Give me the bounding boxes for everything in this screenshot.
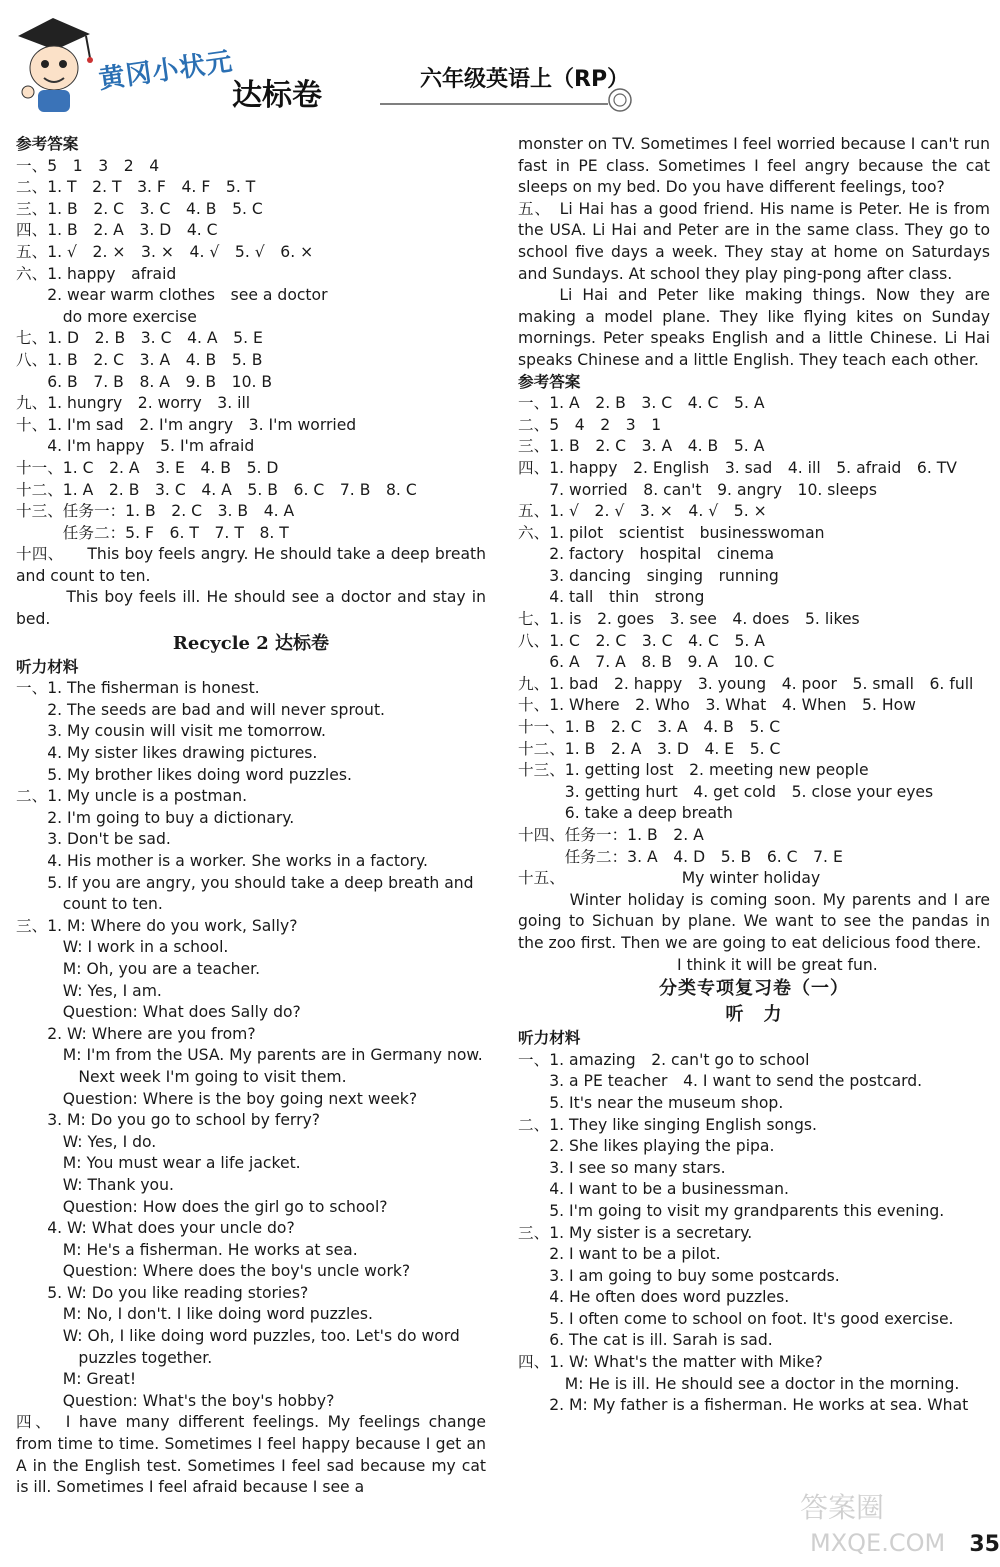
left-line-39: 2. W: Where are you from? [16, 1024, 256, 1043]
left-line-28: 二、1. My uncle is a postman. [16, 787, 248, 806]
left-line-53: W: Oh, I like doing word puzzles, too. Let's do word [16, 1327, 460, 1346]
right-line-43: 4. He often does word puzzles. [518, 1288, 790, 1307]
right-line-29: 分类专项复习卷（一） [659, 978, 849, 1000]
right-line-48: 2. M: My father is a fisherman. He works at sea. What [518, 1396, 969, 1415]
right-line-2: Li Hai and Peter like making things. Now they are making a model plane. They like flying kites on Sunday mornings. Peter speaks English and a little Chinese. Li Hai speaks Chinese and a little English. They teach each other. [518, 286, 990, 369]
left-line-0: 参考答案 [16, 135, 79, 153]
left-line-24: 2. The seeds are bad and will never sprout. [16, 700, 386, 719]
right-line-12: 3. dancing singing running [518, 566, 779, 585]
left-line-23: 一、1. The fisherman is honest. [16, 679, 260, 698]
right-line-7: 四、1. happy 2. English 3. sad 4. ill 5. afraid 6. TV [518, 458, 957, 477]
left-line-55: M: Great! [16, 1370, 137, 1389]
left-line-25: 3. My cousin will visit me tomorrow. [16, 722, 326, 741]
left-line-5: 五、1. √ 2. × 3. × 4. √ 5. √ 6. × [16, 242, 314, 261]
left-line-37: W: Yes, I am. [16, 981, 162, 1000]
right-line-28: I think it will be great fun. [630, 955, 878, 974]
left-line-51: 5. W: Do you like reading stories? [16, 1283, 309, 1302]
left-line-32: 5. If you are angry, you should take a deep breath and [16, 873, 474, 892]
right-line-31: 听力材料 [518, 1029, 581, 1048]
left-line-35: W: I work in a school. [16, 938, 229, 957]
right-line-35: 二、1. They like singing English songs. [518, 1115, 817, 1134]
right-line-34: 5. It's near the museum shop. [518, 1093, 784, 1112]
right-line-8: 7. worried 8. can't 9. angry 10. sleeps [518, 480, 877, 499]
left-line-27: 5. My brother likes doing word puzzles. [16, 765, 352, 784]
right-line-16: 6. A 7. A 8. B 9. A 10. C [518, 653, 775, 672]
grade-subject-label: 六年级英语上（RP） [420, 67, 630, 92]
right-line-0: monster on TV. Sometimes I feel worried because I can't run fast in PE class. Sometimes I feel angry because the cat sleeps on my bed. Do you have different feelings, too? [518, 135, 990, 197]
left-line-3: 三、1. B 2. C 3. C 4. B 5. C [16, 199, 263, 218]
left-line-45: M: You must wear a life jacket. [16, 1154, 301, 1173]
left-line-17: 十三、任务一：1. B 2. C 3. B 4. A [16, 502, 295, 521]
right-line-32: 一、1. amazing 2. can't go to school [518, 1050, 810, 1069]
right-line-33: 3. a PE teacher 4. I want to send the postcard. [518, 1072, 923, 1091]
right-line-18: 十、1. Where 2. Who 3. What 4. When 5. How [518, 696, 916, 715]
left-line-56: Question: What's the boy's hobby? [16, 1391, 335, 1410]
svg-text:MXQE.COM: MXQE.COM [810, 1529, 946, 1557]
page-header [0, 0, 1000, 130]
left-line-52: M: No, I don't. I like doing word puzzles. [16, 1305, 373, 1324]
left-line-49: M: He's a fisherman. He works at sea. [16, 1240, 358, 1259]
left-line-9: 七、1. D 2. B 3. C 4. A 5. E [16, 329, 263, 348]
left-line-47: Question: How does the girl go to school? [16, 1197, 388, 1216]
right-line-1: 五、 Li Hai has a good friend. His name is Peter. He is from the USA. Li Hai and Peter are in the same class. They go to school five days a week. They stay at home on Saturdays and Sundays. At school they play ping-pong after class. [518, 199, 990, 283]
left-line-20: This boy feels ill. He should see a doctor and stay in bed. [16, 588, 486, 629]
left-line-4: 四、1. B 2. A 3. D 4. C [16, 221, 218, 240]
left-line-26: 4. My sister likes drawing pictures. [16, 744, 318, 763]
left-line-50: Question: Where does the boy's uncle work? [16, 1262, 411, 1281]
right-line-42: 3. I am going to buy some postcards. [518, 1266, 840, 1285]
left-line-19: 十四、 This boy feels angry. He should take a deep breath and count to ten. [16, 545, 486, 585]
document-title: 达标卷 [232, 78, 322, 113]
right-line-37: 3. I see so many stars. [518, 1158, 726, 1177]
right-line-23: 6. take a deep breath [518, 804, 733, 823]
right-line-20: 十二、1. B 2. A 3. D 4. E 5. C [518, 739, 781, 758]
left-line-18: 任务二：5. F 6. T 7. T 8. T [16, 523, 289, 542]
left-line-21: Recycle 2 达标卷 [172, 632, 330, 654]
left-line-10: 八、1. B 2. C 3. A 4. B 5. B [16, 350, 263, 369]
left-line-38: Question: What does Sally do? [16, 1003, 301, 1022]
right-line-3: 参考答案 [518, 372, 581, 391]
right-line-9: 五、1. √ 2. √ 3. × 4. √ 5. × [518, 502, 767, 521]
right-line-10: 六、1. pilot scientist businesswoman [518, 523, 825, 542]
right-line-19: 十一、1. B 2. C 3. A 4. B 5. C [518, 718, 781, 737]
right-line-24: 十四、任务一：1. B 2. A [518, 826, 704, 844]
svg-text:答案圈: 答案圈 [800, 1491, 885, 1524]
right-line-40: 三、1. My sister is a secretary. [518, 1223, 753, 1242]
left-line-15: 十一、1. C 2. A 3. E 4. B 5. D [16, 458, 279, 477]
left-line-29: 2. I'm going to buy a dictionary. [16, 808, 295, 827]
right-line-13: 4. tall thin strong [518, 588, 705, 607]
left-column [16, 134, 486, 1499]
left-line-57: 四、 I have many different feelings. My feelings change from time to time. Sometimes I feel happy because I get an A in the English test. Sometimes I feel sad because my cat is ill. Sometimes I feel afraid because I see a [16, 1413, 486, 1497]
right-line-14: 七、1. is 2. goes 3. see 4. does 5. likes [518, 610, 860, 629]
right-line-41: 2. I want to be a pilot. [518, 1245, 721, 1264]
right-line-6: 三、1. B 2. C 3. A 4. B 5. A [518, 437, 765, 456]
left-line-54: puzzles together. [16, 1348, 213, 1367]
left-line-44: W: Yes, I do. [16, 1132, 157, 1151]
left-line-41: Next week I'm going to visit them. [16, 1067, 347, 1086]
mascot-illustration [8, 6, 98, 116]
left-line-46: W: Thank you. [16, 1175, 174, 1194]
left-line-8: do more exercise [16, 307, 197, 326]
left-line-31: 4. His mother is a worker. She works in a factory. [16, 852, 428, 870]
right-line-11: 2. factory hospital cinema [518, 545, 775, 564]
right-line-46: 四、1. W: What's the matter with Mike? [518, 1353, 823, 1372]
right-line-30: 听 力 [725, 1004, 783, 1026]
right-line-47: M: He is ill. He should see a doctor in the morning. [518, 1374, 960, 1393]
left-line-1: 一、5 1 3 2 4 [16, 156, 160, 175]
right-line-38: 4. I want to be a businessman. [518, 1180, 789, 1199]
right-line-5: 二、5 4 2 3 1 [518, 415, 662, 434]
right-line-27: Winter holiday is coming soon. My parents and I are going to Sichuan by plane. We want to see the pandas in the zoo first. Then we are going to eat delicious food there. [518, 890, 990, 952]
left-line-14: 4. I'm happy 5. I'm afraid [16, 437, 255, 456]
left-line-12: 九、1. hungry 2. worry 3. ill [16, 394, 251, 413]
left-line-30: 3. Don't be sad. [16, 830, 171, 849]
right-line-21: 十三、1. getting lost 2. meeting new people [518, 761, 869, 780]
right-line-4: 一、1. A 2. B 3. C 4. C 5. A [518, 394, 765, 413]
right-column [518, 134, 990, 1417]
brand-logo-text: 黄冈小状元 [96, 46, 235, 96]
left-line-6: 六、1. happy afraid [16, 264, 177, 283]
right-line-36: 2. She likes playing the pipa. [518, 1137, 775, 1156]
left-line-33: count to ten. [16, 895, 163, 914]
left-line-16: 十二、1. A 2. B 3. C 4. A 5. B 6. C 7. B 8. C [16, 480, 417, 499]
left-line-48: 4. W: What does your uncle do? [16, 1219, 295, 1238]
left-line-43: 3. M: Do you go to school by ferry? [16, 1111, 320, 1130]
watermark-logo [760, 1477, 1000, 1567]
left-line-36: M: Oh, you are a teacher. [16, 959, 261, 978]
left-line-11: 6. B 7. B 8. A 9. B 10. B [16, 372, 273, 391]
left-line-2: 二、1. T 2. T 3. F 4. F 5. T [16, 178, 256, 197]
left-line-22: 听力材料 [16, 657, 79, 676]
right-line-44: 5. I often come to school on foot. It's good exercise. [518, 1309, 954, 1328]
right-line-45: 6. The cat is ill. Sarah is sad. [518, 1331, 773, 1350]
page-number: 35 [969, 1532, 1000, 1557]
right-line-39: 5. I'm going to visit my grandparents this evening. [518, 1201, 945, 1220]
left-line-13: 十、1. I'm sad 2. I'm angry 3. I'm worried [16, 415, 357, 434]
right-line-17: 九、1. bad 2. happy 3. young 4. poor 5. small 6. full [518, 674, 974, 693]
left-line-34: 三、1. M: Where do you work, Sally? [16, 916, 298, 935]
left-line-40: M: I'm from the USA. My parents are in Germany now. [16, 1046, 483, 1065]
left-line-42: Question: Where is the boy going next week? [16, 1089, 418, 1108]
right-line-22: 3. getting hurt 4. get cold 5. close your eyes [518, 782, 934, 801]
right-line-26: 十五、 My winter holiday [518, 869, 821, 888]
right-line-25: 任务二：3. A 4. D 5. B 6. C 7. E [518, 847, 843, 866]
left-line-7: 2. wear warm clothes see a doctor [16, 286, 328, 305]
right-line-15: 八、1. C 2. C 3. C 4. C 5. A [518, 631, 765, 650]
